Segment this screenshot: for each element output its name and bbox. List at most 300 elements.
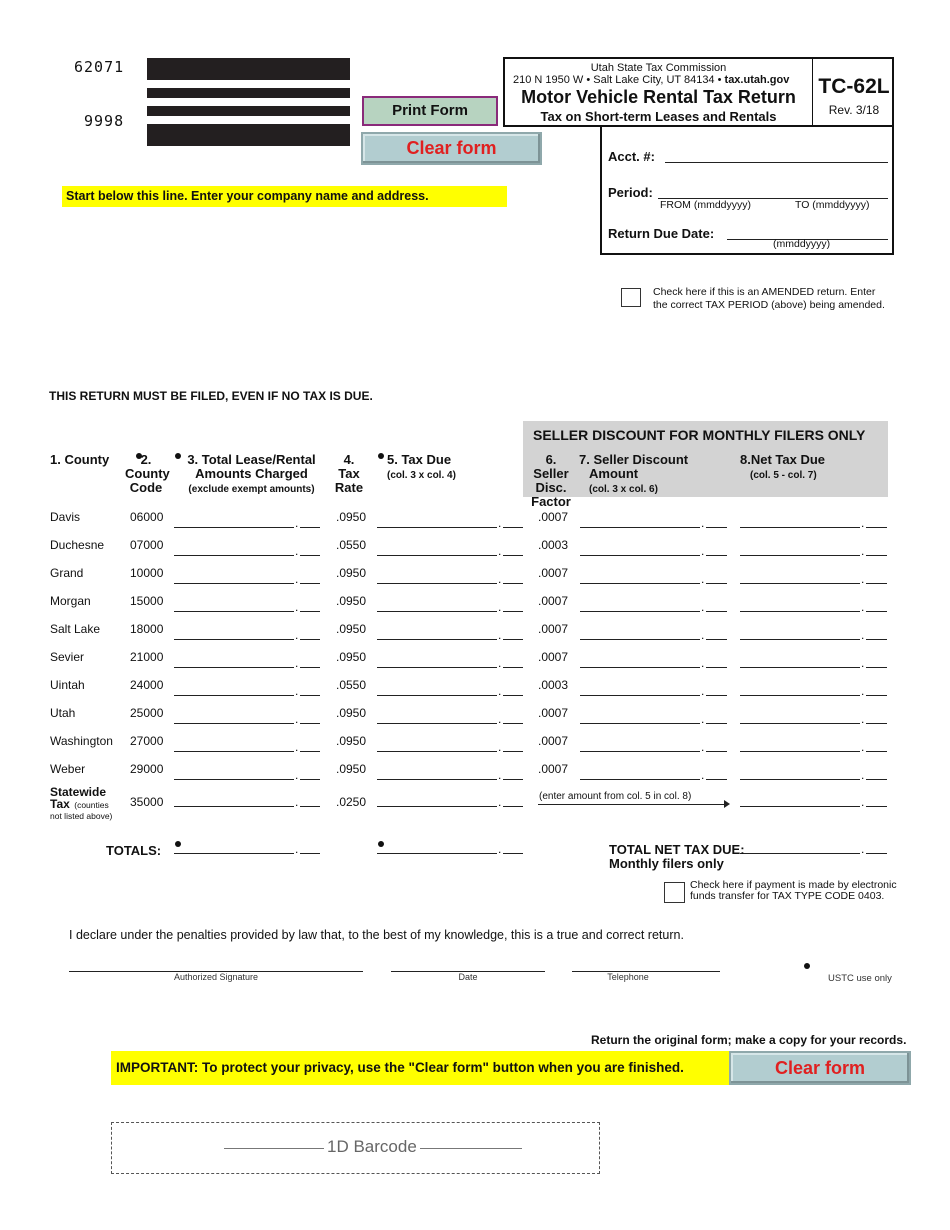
decimal-point: .: [498, 684, 502, 698]
discount-banner: SELLER DISCOUNT FOR MONTHLY FILERS ONLY: [533, 427, 866, 443]
tax-due-input[interactable]: [377, 656, 523, 668]
net-tax-input-dollars[interactable]: [740, 611, 860, 612]
county-name: Duchesne: [50, 538, 105, 552]
decimal-point: .: [861, 516, 865, 530]
col6-header: [528, 453, 574, 509]
net-tax-input-dollars[interactable]: [740, 723, 860, 724]
tax-due-input-cents[interactable]: [503, 667, 523, 668]
barcode-area: [111, 1122, 600, 1174]
county-code: 27000: [130, 734, 164, 748]
discount-amount-input[interactable]: [580, 740, 727, 752]
totals-label: TOTALS:: [106, 843, 162, 858]
county-name: Grand: [50, 566, 84, 580]
discount-amount-input[interactable]: [580, 712, 727, 724]
discount-amount-input-cents[interactable]: [706, 723, 727, 724]
total-net-tax-input[interactable]: [740, 842, 887, 854]
redaction-bar-3: [147, 106, 350, 116]
net-tax-input[interactable]: [740, 572, 887, 584]
tax-due-input-cents[interactable]: [503, 723, 523, 724]
lease-amount-input[interactable]: [174, 516, 320, 528]
col8-header: [740, 453, 825, 483]
statewide-arrow-line: [538, 804, 728, 805]
form-header-box: [503, 57, 894, 127]
lease-amount-input[interactable]: [174, 768, 320, 780]
net-tax-input[interactable]: [740, 712, 887, 724]
tax-rate: .0550: [336, 678, 367, 692]
county-code: 21000: [130, 650, 164, 664]
statewide-tax-due-input-dollars[interactable]: [377, 806, 497, 807]
county-name: Uintah: [50, 678, 85, 692]
statewide-rate: .0250: [336, 795, 367, 809]
discount-amount-input-cents[interactable]: [706, 555, 727, 556]
header-divider: [812, 59, 813, 125]
must-file-note: THIS RETURN MUST BE FILED, EVEN IF NO TAX IS DUE.: [49, 389, 373, 403]
lease-amount-input-dollars[interactable]: [174, 779, 294, 780]
col2-num: 2.: [140, 452, 152, 467]
period-to-hint: TO (mmddyyyy): [795, 199, 870, 211]
col3-line3: (exclude exempt amounts): [188, 484, 315, 495]
decimal-point: .: [295, 516, 299, 530]
decimal-point: .: [701, 684, 705, 698]
tax-due-input-dollars[interactable]: [377, 639, 497, 640]
amended-note: [653, 286, 885, 312]
decimal-point: .: [861, 795, 865, 809]
decimal-point: .: [498, 656, 502, 670]
discount-factor: .0007: [538, 706, 569, 720]
tax-rate: .0950: [336, 706, 367, 720]
statewide-net-tax-input-cents[interactable]: [866, 806, 887, 807]
tax-due-input-cents[interactable]: [503, 611, 523, 612]
statewide-label: [50, 787, 112, 822]
statewide-line1: Statewide: [50, 785, 107, 799]
period-from-hint: FROM (mmddyyyy): [660, 199, 751, 211]
tax-due-input-dollars[interactable]: [377, 555, 497, 556]
decimal-point: .: [295, 740, 299, 754]
decimal-point: .: [701, 516, 705, 530]
col5-bullet: [378, 453, 384, 459]
decimal-point: .: [701, 656, 705, 670]
county-code: 29000: [130, 762, 164, 776]
period-label: Period:: [608, 185, 653, 200]
tax-due-input-cents[interactable]: [503, 527, 523, 528]
discount-amount-input-cents[interactable]: [706, 779, 727, 780]
lease-amount-input-cents[interactable]: [300, 779, 320, 780]
clear-form-button-bottom[interactable]: Clear form: [729, 1051, 911, 1085]
net-tax-input-dollars[interactable]: [740, 695, 860, 696]
discount-amount-input-cents[interactable]: [706, 751, 727, 752]
date-label: Date: [458, 972, 478, 982]
decimal-point: .: [701, 740, 705, 754]
decimal-point: .: [295, 684, 299, 698]
county-name: Weber: [50, 762, 86, 776]
decimal-point: .: [498, 842, 502, 856]
tax-due-input-dollars[interactable]: [377, 779, 497, 780]
tax-due-input-dollars[interactable]: [377, 611, 497, 612]
eft-note-line2: funds transfer for TAX TYPE CODE 0403.: [690, 890, 885, 902]
discount-amount-input[interactable]: [580, 768, 727, 780]
decimal-point: .: [498, 768, 502, 782]
amended-checkbox[interactable]: [621, 288, 641, 307]
col5-line1: 5. Tax Due: [387, 452, 452, 467]
tax-due-input[interactable]: [377, 572, 523, 584]
decimal-point: .: [701, 600, 705, 614]
net-tax-input-cents[interactable]: [866, 555, 887, 556]
net-tax-input-dollars[interactable]: [740, 555, 860, 556]
ustc-label: USTC use only: [828, 973, 892, 984]
redaction-bar-2: [147, 88, 350, 98]
net-tax-input-cents[interactable]: [866, 639, 887, 640]
discount-amount-input-dollars[interactable]: [580, 695, 700, 696]
discount-amount-input[interactable]: [580, 628, 727, 640]
statewide-net-tax-input-dollars[interactable]: [740, 806, 860, 807]
discount-amount-input-dollars[interactable]: [580, 527, 700, 528]
form-subtitle: Tax on Short-term Leases and Rentals: [540, 109, 777, 124]
decimal-point: .: [701, 768, 705, 782]
col7-line3: (col. 3 x col. 6): [589, 484, 658, 495]
discount-amount-input-cents[interactable]: [706, 583, 727, 584]
decimal-point: .: [861, 684, 865, 698]
tax-due-input[interactable]: [377, 628, 523, 640]
tax-due-input-cents[interactable]: [503, 639, 523, 640]
statewide-line2: Tax: [50, 797, 70, 811]
tax-rate: .0950: [336, 594, 367, 608]
col8-line2: (col. 5 - col. 7): [750, 470, 817, 481]
net-tax-input-cents[interactable]: [866, 527, 887, 528]
discount-factor: .0007: [538, 566, 569, 580]
decimal-point: .: [861, 572, 865, 586]
tax-due-input-dollars[interactable]: [377, 695, 497, 696]
net-tax-input[interactable]: [740, 600, 887, 612]
net-tax-input-dollars[interactable]: [740, 583, 860, 584]
net-tax-input[interactable]: [740, 516, 887, 528]
net-tax-input-cents[interactable]: [866, 695, 887, 696]
net-tax-input-cents[interactable]: [866, 667, 887, 668]
county-name: Utah: [50, 706, 76, 720]
tax-due-input-cents[interactable]: [503, 751, 523, 752]
tax-due-input-cents[interactable]: [503, 555, 523, 556]
barcode-line-right: [420, 1148, 522, 1149]
tax-due-input[interactable]: [377, 516, 523, 528]
tax-rate: .0550: [336, 538, 367, 552]
due-date-hint: (mmddyyyy): [773, 238, 831, 250]
net-tax-input-cents[interactable]: [866, 751, 887, 752]
tax-rate: .0950: [336, 622, 367, 636]
amended-note-line2: the correct TAX PERIOD (above) being amended.: [653, 299, 885, 311]
statewide-tax-due-input[interactable]: [377, 795, 523, 807]
col1-header: 1. County: [50, 452, 110, 467]
account-info-box: [600, 125, 894, 255]
decimal-point: .: [861, 712, 865, 726]
col4-num: 4.: [343, 452, 355, 467]
lease-amount-input-cents[interactable]: [300, 583, 320, 584]
total-net-line1: TOTAL NET TAX DUE:: [609, 842, 745, 857]
arrow-right-icon: [724, 800, 730, 808]
discount-amount-input-dollars[interactable]: [580, 667, 700, 668]
col2-line2: County: [125, 466, 170, 481]
county-name: Sevier: [50, 650, 85, 664]
eft-note-line1: Check here if payment is made by electronic: [690, 879, 897, 891]
tax-due-input[interactable]: [377, 600, 523, 612]
total-tax-due-input-dollars[interactable]: [377, 853, 497, 854]
tax-rate: .0950: [336, 762, 367, 776]
return-note: Return the original form; make a copy for your records.: [591, 1033, 907, 1047]
tax-due-input[interactable]: [377, 684, 523, 696]
net-tax-input-cents[interactable]: [866, 779, 887, 780]
discount-amount-input-cents[interactable]: [706, 639, 727, 640]
lease-amount-input-cents[interactable]: [300, 555, 320, 556]
col7-line2: Amount: [589, 466, 639, 481]
col7-header: [579, 453, 688, 497]
decimal-point: .: [861, 600, 865, 614]
decimal-point: .: [295, 768, 299, 782]
eft-checkbox[interactable]: [664, 882, 685, 903]
acct-label: Acct. #:: [608, 149, 655, 164]
redaction-bar-4: [147, 124, 350, 146]
statewide-note: (enter amount from col. 5 in col. 8): [539, 791, 692, 802]
total-lease-input[interactable]: [174, 842, 320, 854]
tax-due-input-dollars[interactable]: [377, 667, 497, 668]
lease-amount-input-dollars[interactable]: [174, 555, 294, 556]
decimal-point: .: [295, 628, 299, 642]
decimal-point: .: [498, 572, 502, 586]
discount-amount-input-cents[interactable]: [706, 527, 727, 528]
total-net-tax-input-dollars[interactable]: [740, 853, 860, 854]
decimal-point: .: [498, 712, 502, 726]
net-tax-input-dollars[interactable]: [740, 527, 860, 528]
lease-amount-input[interactable]: [174, 712, 320, 724]
form-title: Motor Vehicle Rental Tax Return: [521, 87, 796, 107]
tax-due-input[interactable]: [377, 740, 523, 752]
col3-line1: 3. Total Lease/Rental: [187, 452, 316, 467]
decimal-point: .: [861, 628, 865, 642]
telephone-label: Telephone: [607, 972, 649, 982]
net-tax-input[interactable]: [740, 656, 887, 668]
col3-header: [180, 453, 323, 497]
lease-amount-input-dollars[interactable]: [174, 527, 294, 528]
net-tax-input-dollars[interactable]: [740, 779, 860, 780]
tax-due-input-dollars[interactable]: [377, 527, 497, 528]
decimal-point: .: [295, 572, 299, 586]
discount-amount-input-dollars[interactable]: [580, 555, 700, 556]
total-tax-due-input[interactable]: [377, 842, 523, 854]
lease-amount-input-cents[interactable]: [300, 667, 320, 668]
discount-factor: .0007: [538, 510, 569, 524]
decimal-point: .: [295, 600, 299, 614]
net-tax-input-cents[interactable]: [866, 611, 887, 612]
lease-amount-input-dollars[interactable]: [174, 751, 294, 752]
county-name: Washington: [50, 734, 113, 748]
lease-amount-input[interactable]: [174, 740, 320, 752]
website-text: tax.utah.gov: [724, 74, 790, 86]
tax-due-input-cents[interactable]: [503, 779, 523, 780]
total-lease-input-dollars[interactable]: [174, 853, 294, 854]
discount-amount-input[interactable]: [580, 600, 727, 612]
discount-amount-input[interactable]: [580, 516, 727, 528]
decimal-point: .: [295, 712, 299, 726]
discount-amount-input-dollars[interactable]: [580, 751, 700, 752]
decimal-point: .: [701, 628, 705, 642]
agency-name: Utah State Tax Commission: [590, 62, 727, 74]
lease-amount-input-cents[interactable]: [300, 639, 320, 640]
form-code-2: 9998: [84, 112, 125, 130]
discount-amount-input-cents[interactable]: [706, 667, 727, 668]
statewide-tax-due-input-cents[interactable]: [503, 806, 523, 807]
county-code: 10000: [130, 566, 164, 580]
decimal-point: .: [295, 795, 299, 809]
decimal-point: .: [701, 712, 705, 726]
lease-amount-input[interactable]: [174, 600, 320, 612]
tax-due-input[interactable]: [377, 768, 523, 780]
tax-due-input[interactable]: [377, 712, 523, 724]
discount-factor: .0003: [538, 678, 569, 692]
col5-header: [387, 453, 456, 483]
tax-due-input-cents[interactable]: [503, 695, 523, 696]
col5-line2: (col. 3 x col. 4): [387, 470, 456, 481]
form-code-1: 62071: [74, 58, 125, 76]
lease-amount-input-cents[interactable]: [300, 751, 320, 752]
net-tax-input[interactable]: [740, 768, 887, 780]
decimal-point: .: [701, 572, 705, 586]
agency-address: [513, 74, 813, 86]
decimal-point: .: [498, 795, 502, 809]
decimal-point: .: [498, 516, 502, 530]
county-name: Davis: [50, 510, 81, 524]
declaration-text: I declare under the penalties provided by law that, to the best of my knowledge, this is a true and correct return.: [69, 928, 684, 942]
net-tax-input[interactable]: [740, 684, 887, 696]
tax-due-input[interactable]: [377, 544, 523, 556]
privacy-notice: IMPORTANT: To protect your privacy, use the "Clear form" button when you are finished.: [111, 1051, 729, 1085]
decimal-point: .: [498, 600, 502, 614]
discount-amount-input-dollars[interactable]: [580, 723, 700, 724]
discount-amount-input[interactable]: [580, 572, 727, 584]
discount-amount-input-cents[interactable]: [706, 611, 727, 612]
statewide-line3: (counties: [74, 800, 109, 810]
county-code: 25000: [130, 706, 164, 720]
statewide-lease-input[interactable]: [174, 795, 320, 807]
decimal-point: .: [861, 544, 865, 558]
lease-amount-input-cents[interactable]: [300, 695, 320, 696]
net-tax-input[interactable]: [740, 740, 887, 752]
net-tax-input-dollars[interactable]: [740, 639, 860, 640]
col6-line2: Disc.: [535, 480, 567, 495]
redaction-bar-1: [147, 58, 350, 80]
tax-due-input-dollars[interactable]: [377, 583, 497, 584]
lease-amount-input[interactable]: [174, 656, 320, 668]
county-code: 07000: [130, 538, 164, 552]
lease-amount-input-dollars[interactable]: [174, 611, 294, 612]
statewide-net-tax-input[interactable]: [740, 795, 887, 807]
total-tax-due-input-cents[interactable]: [503, 853, 523, 854]
lease-amount-input[interactable]: [174, 684, 320, 696]
col2-line3: Code: [129, 480, 163, 495]
discount-factor: .0007: [538, 594, 569, 608]
discount-factor: .0007: [538, 734, 569, 748]
discount-amount-input-dollars[interactable]: [580, 583, 700, 584]
due-date-label: Return Due Date:: [608, 226, 715, 241]
acct-input[interactable]: [665, 162, 888, 163]
tax-due-input-cents[interactable]: [503, 583, 523, 584]
col7-line1: 7. Seller Discount: [579, 452, 689, 467]
discount-section: [523, 421, 888, 497]
decimal-point: .: [498, 544, 502, 558]
form-revision: Rev. 3/18: [828, 103, 880, 117]
tax-due-input-dollars[interactable]: [377, 723, 497, 724]
lease-amount-input-dollars[interactable]: [174, 667, 294, 668]
net-tax-input[interactable]: [740, 544, 887, 556]
discount-amount-input-dollars[interactable]: [580, 611, 700, 612]
lease-amount-input-dollars[interactable]: [174, 723, 294, 724]
net-tax-input-dollars[interactable]: [740, 667, 860, 668]
county-code: 06000: [130, 510, 164, 524]
lease-amount-input-dollars[interactable]: [174, 583, 294, 584]
decimal-point: .: [861, 656, 865, 670]
discount-amount-input-cents[interactable]: [706, 695, 727, 696]
county-name: Salt Lake: [50, 622, 101, 636]
col4-line3: Rate: [334, 480, 364, 495]
tax-rate: .0950: [336, 510, 367, 524]
col3-line2: Amounts Charged: [195, 466, 308, 481]
lease-amount-input-cents[interactable]: [300, 723, 320, 724]
signature-label: Authorized Signature: [173, 972, 259, 982]
statewide-code: 35000: [130, 795, 164, 809]
discount-amount-input[interactable]: [580, 544, 727, 556]
lease-amount-input[interactable]: [174, 628, 320, 640]
col4-line2: Tax: [338, 466, 360, 481]
barcode-line-left: [224, 1148, 324, 1149]
discount-amount-input-dollars[interactable]: [580, 639, 700, 640]
decimal-point: .: [498, 628, 502, 642]
amended-note-line1: Check here if this is an AMENDED return. Enter: [653, 286, 876, 298]
eft-note: [690, 880, 897, 902]
decimal-point: .: [861, 842, 865, 856]
statewide-lease-input-dollars[interactable]: [174, 806, 294, 807]
county-code: 24000: [130, 678, 164, 692]
discount-amount-input-dollars[interactable]: [580, 779, 700, 780]
total-lease-input-cents[interactable]: [300, 853, 320, 854]
discount-factor: .0007: [538, 622, 569, 636]
lease-amount-input-dollars[interactable]: [174, 639, 294, 640]
statewide-lease-input-cents[interactable]: [300, 806, 320, 807]
clear-form-button-top[interactable]: Clear form: [361, 132, 542, 165]
net-tax-input-cents[interactable]: [866, 723, 887, 724]
lease-amount-input[interactable]: [174, 572, 320, 584]
tax-rate: .0950: [336, 734, 367, 748]
lease-amount-input-cents[interactable]: [300, 527, 320, 528]
ustc-bullet: [804, 963, 810, 969]
net-tax-input-dollars[interactable]: [740, 751, 860, 752]
start-note: Start below this line. Enter your company name and address.: [62, 186, 507, 207]
discount-factor: .0007: [538, 650, 569, 664]
net-tax-input-cents[interactable]: [866, 583, 887, 584]
total-net-line2: Monthly filers only: [609, 856, 724, 871]
tax-due-input-dollars[interactable]: [377, 751, 497, 752]
total-net-tax-input-cents[interactable]: [866, 853, 887, 854]
lease-amount-input-dollars[interactable]: [174, 695, 294, 696]
decimal-point: .: [701, 544, 705, 558]
discount-amount-input[interactable]: [580, 656, 727, 668]
decimal-point: .: [861, 740, 865, 754]
discount-amount-input[interactable]: [580, 684, 727, 696]
col4-header: [334, 453, 364, 495]
lease-amount-input-cents[interactable]: [300, 611, 320, 612]
decimal-point: .: [295, 656, 299, 670]
county-code: 15000: [130, 594, 164, 608]
col6-line3: Factor: [531, 494, 571, 509]
lease-amount-input[interactable]: [174, 544, 320, 556]
print-form-button[interactable]: Print Form: [362, 96, 498, 126]
net-tax-input[interactable]: [740, 628, 887, 640]
total-net-label: [609, 843, 745, 871]
